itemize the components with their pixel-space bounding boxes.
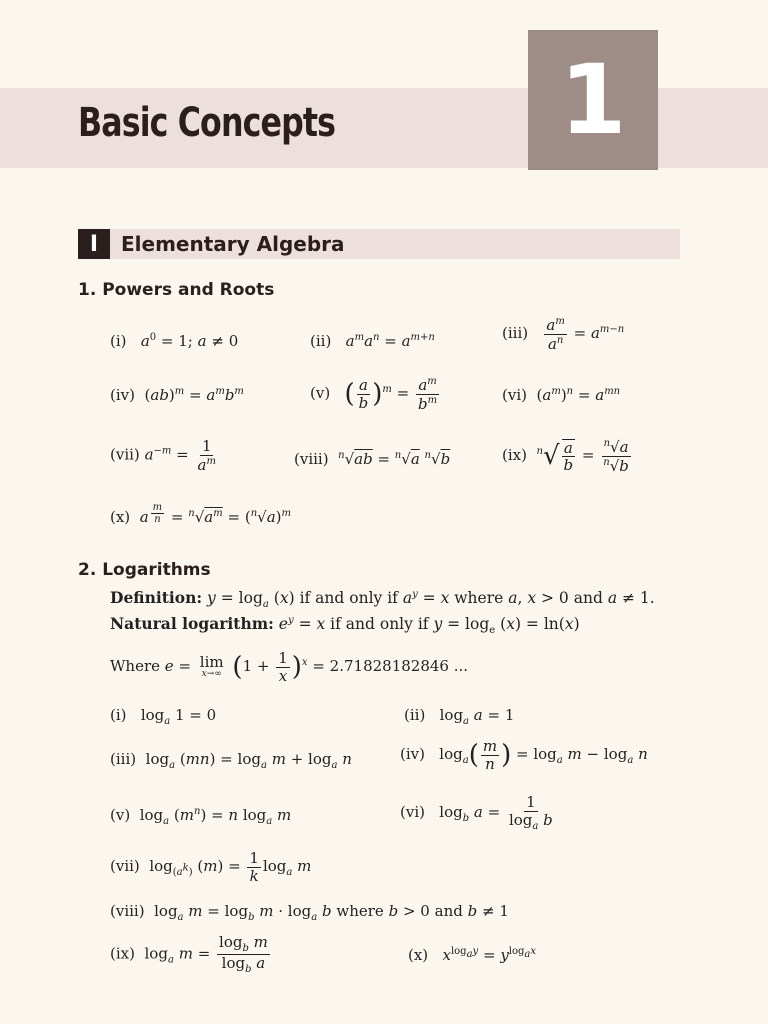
power-formula-6: (vi) $(a^m)^n = a^{mn}$	[502, 386, 621, 404]
label: (x)	[408, 946, 429, 964]
label: (viii)	[294, 450, 329, 468]
l8-and: and	[434, 902, 463, 920]
label: (vii)	[110, 445, 140, 464]
label: (v)	[110, 806, 131, 824]
power-formula-4: (iv) $(ab)^m = a^mb^m$	[110, 386, 244, 404]
label: (iv)	[400, 745, 425, 763]
def-where: where	[454, 589, 504, 607]
definition-label: Definition:	[110, 588, 203, 607]
log-formula-2: (ii) $\log_a a = 1$	[404, 706, 515, 727]
label: (ii)	[310, 332, 332, 350]
natural-log-label: Natural logarithm:	[110, 614, 274, 633]
e-limit-definition: Where e = lim x→∞ (1 + $\frac{1}{x}$ )$^x$ = 2.71828182846 ...	[110, 649, 469, 685]
log-formula-5: (v) $\log_a (m^n) = n$ $\log_a m$	[110, 806, 292, 827]
power-formula-2: (ii) $a^ma^n = a^{m+n}$	[310, 332, 435, 350]
where-label: Where	[110, 657, 161, 675]
log-formula-1: (i) $\log_a 1 = 0$	[110, 706, 217, 727]
log-definition: Definition: $y = \log_a (x)$ if and only if $a^y = x$ where a, x > 0 and a ≠ 1.	[110, 588, 655, 611]
label: (iv)	[110, 386, 135, 404]
def-text: if and only if	[299, 589, 398, 607]
label: (ii)	[404, 706, 426, 724]
label: (vi)	[502, 386, 527, 404]
power-formula-9: (ix) $^n$√ $\frac{a}{b}$ = $\frac{^n√a}{^n√b}$	[502, 438, 629, 475]
chapter-title: Basic Concepts	[78, 100, 336, 146]
log-formula-3: (iii) $\log_a (mn) = \log_a m + \log_a n$	[110, 750, 352, 771]
section-mark: I	[78, 229, 110, 259]
label: (vii)	[110, 857, 140, 875]
log-formula-6: (vi) $\log_b a$ = $\frac{1}{\log_a b}$	[400, 793, 553, 832]
label: (i)	[110, 706, 127, 724]
power-formula-1: (i) $a^0 = 1$; a ≠ 0	[110, 332, 239, 350]
power-formula-7: (vii) $a^{-m}$ = $\frac{1}{a^m}$	[110, 437, 216, 474]
section-title: Elementary Algebra	[121, 232, 345, 256]
subsection-logs-title: 2. Logarithms	[78, 560, 211, 580]
nat-text: if and only if	[330, 615, 429, 633]
log-formula-8: (viii) $\log_a m = \log_b m \cdot \log_a b$ where b > 0 and b ≠ 1	[110, 902, 509, 923]
label: (viii)	[110, 902, 145, 920]
label: (ix)	[110, 944, 135, 963]
power-formula-8: (viii) $^n$√ab = $^n$√a $^n$√b	[294, 450, 451, 468]
label: (iii)	[110, 750, 137, 768]
power-formula-5: (v) ( $\frac{a}{b}$ )$^m$ = $\frac{a^m}{b^m}$	[310, 376, 438, 413]
log-formula-7: (vii) $\log_{(a^k)} (m)$ = $\frac{1}{k}$ $\log_a m$	[110, 849, 312, 885]
label: (iii)	[502, 324, 529, 342]
e-value: = 2.71828182846 ...	[312, 657, 469, 675]
power-formula-10: (x) a $^{\frac{m}{n}}$ = $^n√a^m = (^n√a)^m$	[110, 502, 291, 526]
log-formula-10: (x) $x^{log_ay} = y^{log_ax}$	[408, 946, 537, 964]
power-formula-3: (iii) $\frac{a^m}{a^n}$ = $a^{m-n}$	[502, 316, 625, 353]
l8-where: where	[336, 902, 384, 920]
label: (i)	[110, 332, 127, 350]
label: (vi)	[400, 802, 425, 821]
chapter-number: 1	[559, 44, 627, 156]
subsection-powers-title: 1. Powers and Roots	[78, 280, 275, 300]
def-and: and	[573, 589, 603, 607]
label: (v)	[310, 384, 331, 402]
log-formula-9: (ix) $\log_a m$ = $\frac{\log_b m}{\log_b a}$	[110, 933, 268, 975]
label: (ix)	[502, 446, 527, 464]
label: (x)	[110, 508, 131, 526]
log-formula-4: (iv) $\log_a$( $\frac{m}{n}$ ) = $\log_a m - \log_a n$	[400, 737, 648, 773]
natural-log-definition: Natural logarithm: $e^y = x$ if and only if $y = \log_e (x) = \ln(x)$	[110, 614, 580, 637]
